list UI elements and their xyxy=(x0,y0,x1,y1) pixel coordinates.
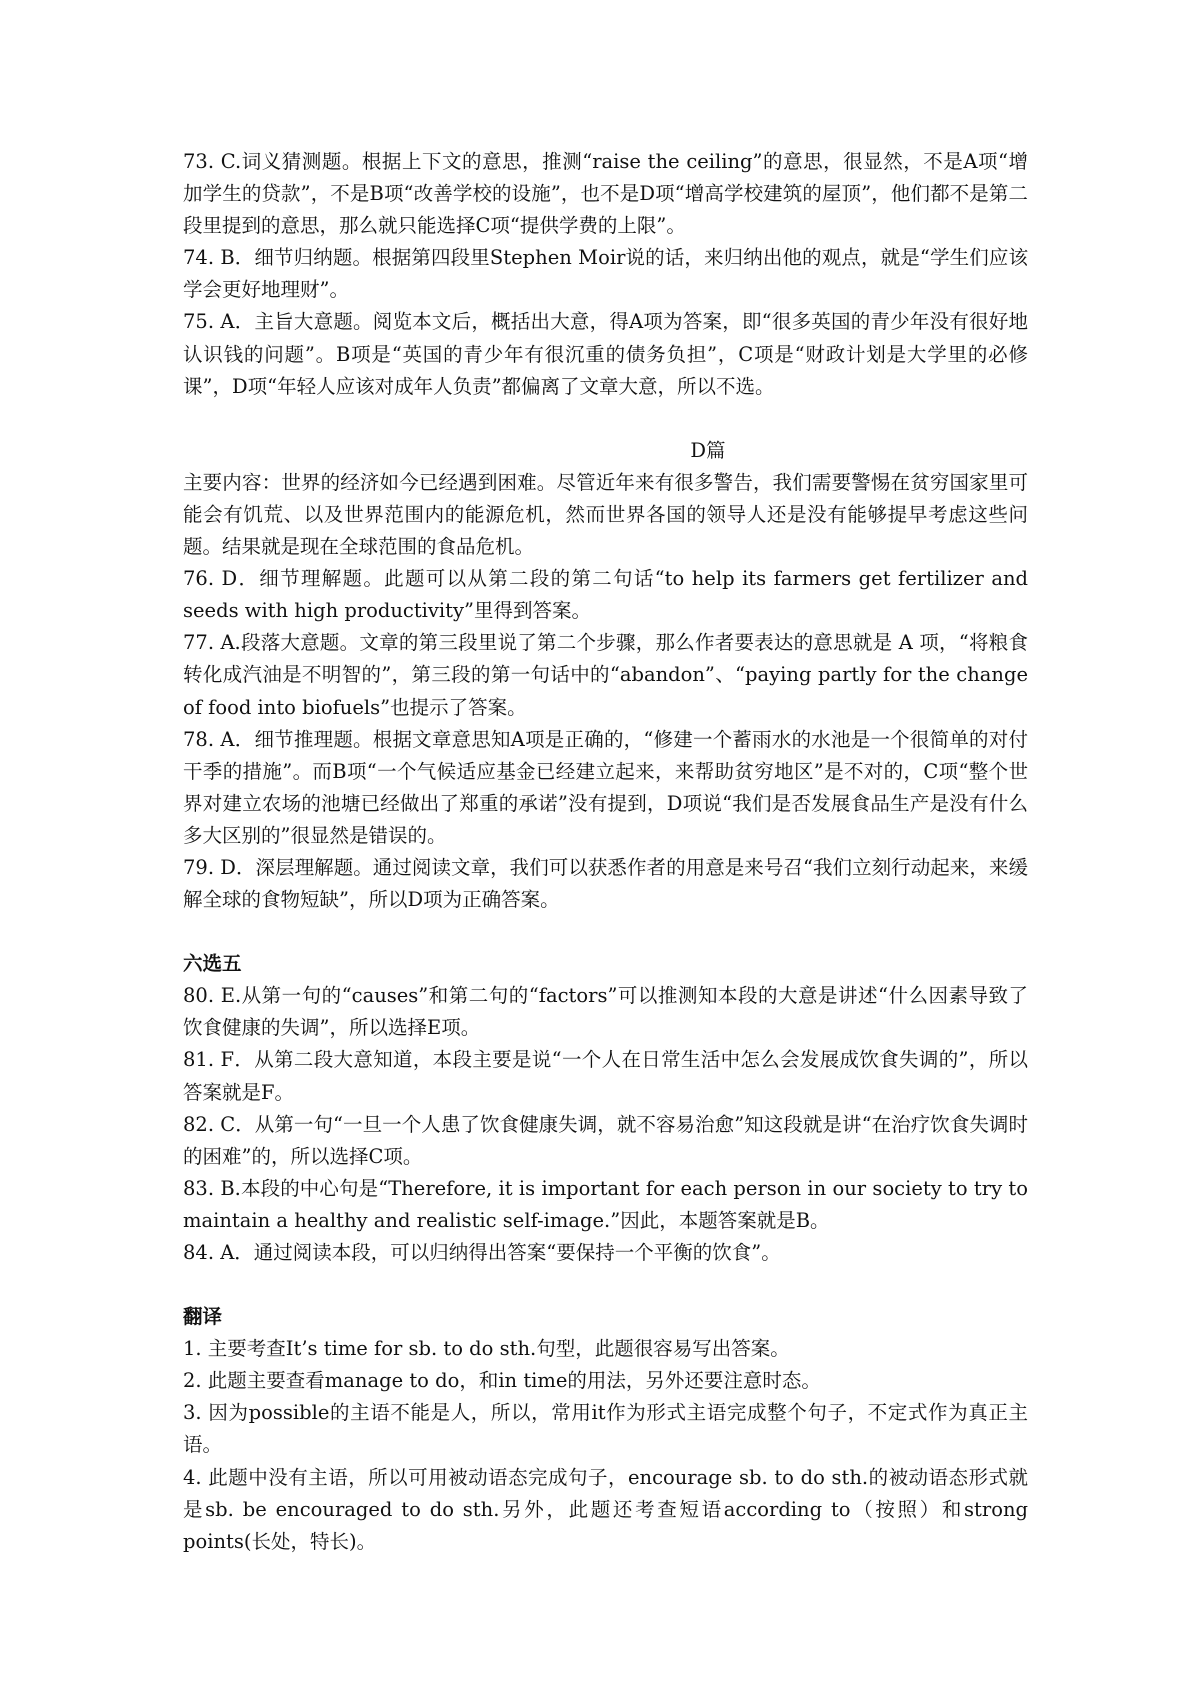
answer-78: 78. A．细节推理题。根据文章意思知A项是正确的，“修建一个蓄雨水的水池是一个很简单的对付干季的措施”。而B项“一个气候适应基金已经建立起来，来帮助贫穷地区”是不对的，C项“整个世界对建立农场的池塘已经做出了郑重的承诺”没有提到，D项说“我们是否发展食品生产是没有什么多大区别的”很显然是错误的。 xyxy=(183,727,1028,847)
translation-heading: 翻译 xyxy=(183,1305,223,1329)
spacer xyxy=(183,916,1028,948)
answer-82: 82. C．从第一句“一旦一个人患了饮食健康失调，就不容易治愈”知这段就是讲“在治疗饮食失调时的困难”的，所以选择C项。 xyxy=(183,1112,1028,1168)
answer-77: 77. A.段落大意题。文章的第三段里说了第二个步骤，那么作者要表达的意思就是 A 项，“将粮食转化成汽油是不明智的”，第三段的第一句话中的“abandon”、“paying partly for the change of food into biofuels”也提示了答案。 xyxy=(183,631,1028,719)
answer-key-page xyxy=(183,146,1028,1558)
spacer xyxy=(183,1269,1028,1301)
spacer xyxy=(183,403,1028,435)
answer-81: 81. F．从第二段大意知道，本段主要是说“一个人在日常生活中怎么会发展成饮食失调的”，所以答案就是F。 xyxy=(183,1048,1028,1104)
answer-84: 84. A．通过阅读本段，可以归纳得出答案“要保持一个平衡的饮食”。 xyxy=(183,1241,781,1264)
answer-73: 73. C.词义猜测题。根据上下文的意思，推测“raise the ceiling”的意思，很显然，不是A项“增加学生的贷款”，不是B项“改善学校的设施”，也不是D项“增高学校建筑的屋顶”，他们都不是第二段里提到的意思，那么就只能选择C项“提供学费的上限”。 xyxy=(183,150,1028,238)
section-d-title: D篇 xyxy=(690,438,726,462)
six-choose-five-heading: 六选五 xyxy=(183,952,242,976)
translation-item-3: 3. 因为possible的主语不能是人，所以，常用it作为形式主语完成整个句子，不定式作为真正主语。 xyxy=(183,1401,1028,1457)
answer-79: 79. D．深层理解题。通过阅读文章，我们可以获悉作者的用意是来号召“我们立刻行动起来，来缓解全球的食物短缺”，所以D项为正确答案。 xyxy=(183,855,1028,912)
translation-item-4: 4. 此题中没有主语，所以可用被动语态完成句子，encourage sb. to do sth.的被动语态形式就是sb. be encouraged to do sth.另外，此题还考查短语according to（按照）和strong points(长处，特长)。 xyxy=(183,1465,1028,1553)
section-d-summary: 主要内容：世界的经济如今已经遇到困难。尽管近年来有很多警告，我们需要警惕在贫穷国家里可能会有饥荒、以及世界范围内的能源危机，然而世界各国的领导人还是没有能够提早考虑这些问题。结果就是现在全球范围的食品危机。 xyxy=(183,470,1028,559)
answer-74: 74. B．细节归纳题。根据第四段里Stephen Moir说的话，来归纳出他的观点，就是“学生们应该学会更好地理财”。 xyxy=(183,246,1028,302)
answer-76: 76. D．细节理解题。此题可以从第二段的第二句话“to help its farmers get fertilizer and seeds with high productivity”里得到答案。 xyxy=(183,567,1028,623)
answer-75: 75. A．主旨大意题。阅览本文后，概括出大意，得A项为答案，即“很多英国的青少年没有很好地认识钱的问题”。B项是“英国的青少年有很沉重的债务负担”，C项是“财政计划是大学里的必修课”，D项“年轻人应该对成年人负责”都偏离了文章大意，所以不选。 xyxy=(183,310,1028,398)
answer-80: 80. E.从第一句的“causes”和第二句的“factors”可以推测知本段的大意是讲述“什么因素导致了饮食健康的失调”，所以选择E项。 xyxy=(183,984,1028,1040)
answer-83: 83. B.本段的中心句是“Therefore, it is important for each person in our society to try to maintain a healthy and realistic self-image.”因此，本题答案就是B。 xyxy=(183,1176,1028,1232)
translation-item-1: 1. 主要考查It’s time for sb. to do sth.句型，此题很容易写出答案。 xyxy=(183,1337,790,1361)
translation-item-2: 2. 此题主要查看manage to do，和in time的用法，另外还要注意时态。 xyxy=(183,1369,821,1393)
